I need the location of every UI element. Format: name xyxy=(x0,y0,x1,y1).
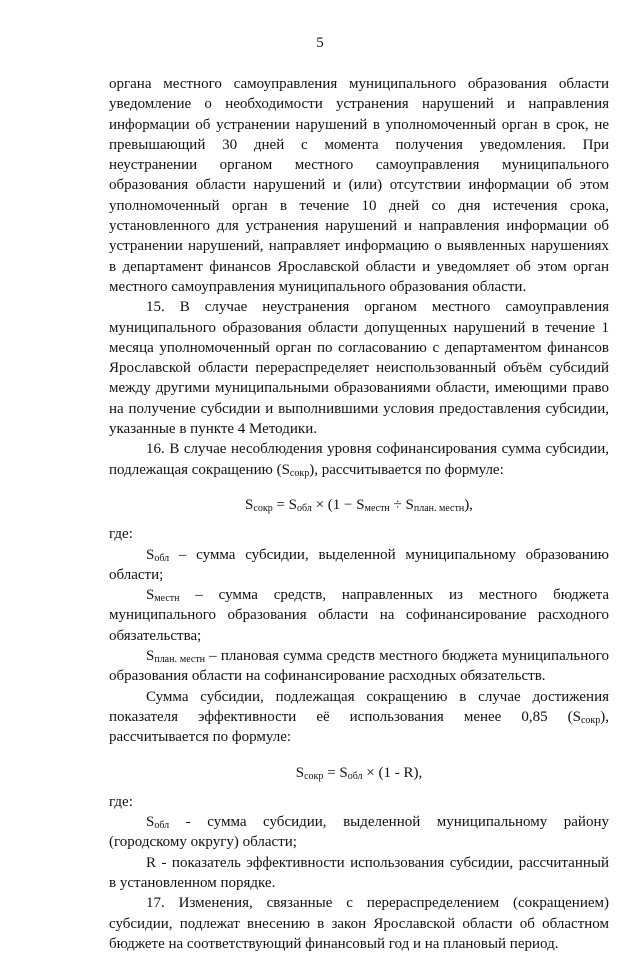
where-label-2: где: xyxy=(109,793,133,810)
document-body xyxy=(109,74,609,954)
paragraph-efficiency: Сумма субсидии, подлежащая сокращению в случае достижения показателя эффективности её использования менее 0,85 $(S_{сокр})$, рассчитывается по формуле: xyxy=(109,688,609,746)
definition-s-obl-2: $S_{обл}$ - сумма субсидии, выделенной муниципальному району (городскому округу) области; xyxy=(109,814,609,851)
paragraph-15: 15. В случае неустранения органом местного самоуправления муниципального образования области допущенных нарушений в течение 1 месяца уполномоченный орган по согласованию с департаментом финансов Ярославской области перераспределяет неиспользованный объём субсидий между другими муниципальными образованиями области, имеющими право на получение субсидии и выполнившими условия предоставления субсидии, указанные в пункте 4 Методики. xyxy=(109,299,609,438)
definition-s-mestn: $S_{местн}$ – сумма средств, направленных из местного бюджета муниципального образования области на софинансирование расходного обязательства; xyxy=(109,587,609,644)
page-number: 5 xyxy=(316,35,324,51)
paragraph-17: 17. Изменения, связанные с перераспределением (сокращением) субсидии, подлежат внесению в закон Ярославской области об областном бюджете на соответствующий финансовый год и на плановый период. xyxy=(109,895,609,952)
paragraph-16: 16. В случае несоблюдения уровня софинансирования сумма субсидии, подлежащая сокращению $(S_{сокр})$, рассчитывается по формуле: xyxy=(109,441,609,479)
where-label: где: xyxy=(109,526,133,543)
formula-efficiency: $S_{сокр} = S_{обл} \times (1 - R)$, xyxy=(295,764,423,782)
definition-s-obl: $S_{обл}$ – сумма субсидии, выделенной муниципальному образованию области; xyxy=(109,546,609,583)
definition-r: R - показатель эффективности использования субсидии, рассчитанный в установленном порядке. xyxy=(109,854,609,891)
definition-s-plan: $S_{план. местн}$ – плановая сумма средств местного бюджета муниципального образования области на софинансирование расходных обязательств. xyxy=(109,648,609,685)
paragraph-continued: органа местного самоуправления муниципального образования области уведомление о необходимости устранения нарушений и направления информации об устранении нарушений в уполномоченный орган в срок, не превышающий 30 дней с момента получения уведомления. При неустранении органом местного самоуправления муниципального образования области нарушений и (или) отсутствии информации об этом уполномоченный орган в течение 10 дней со дня истечения срока, установленного для устранения нарушений и направления информации об устранении нарушений, направляет информацию о выявленных нарушениях в департамент финансов Ярославской области и уведомляет об этом орган местного самоуправления муниципального образования области. xyxy=(109,76,609,295)
formula-cofinancing: $S_{сокр} = S_{обл} \times (1 - S_{местн} \div S_{план. местн})$, xyxy=(245,496,473,514)
